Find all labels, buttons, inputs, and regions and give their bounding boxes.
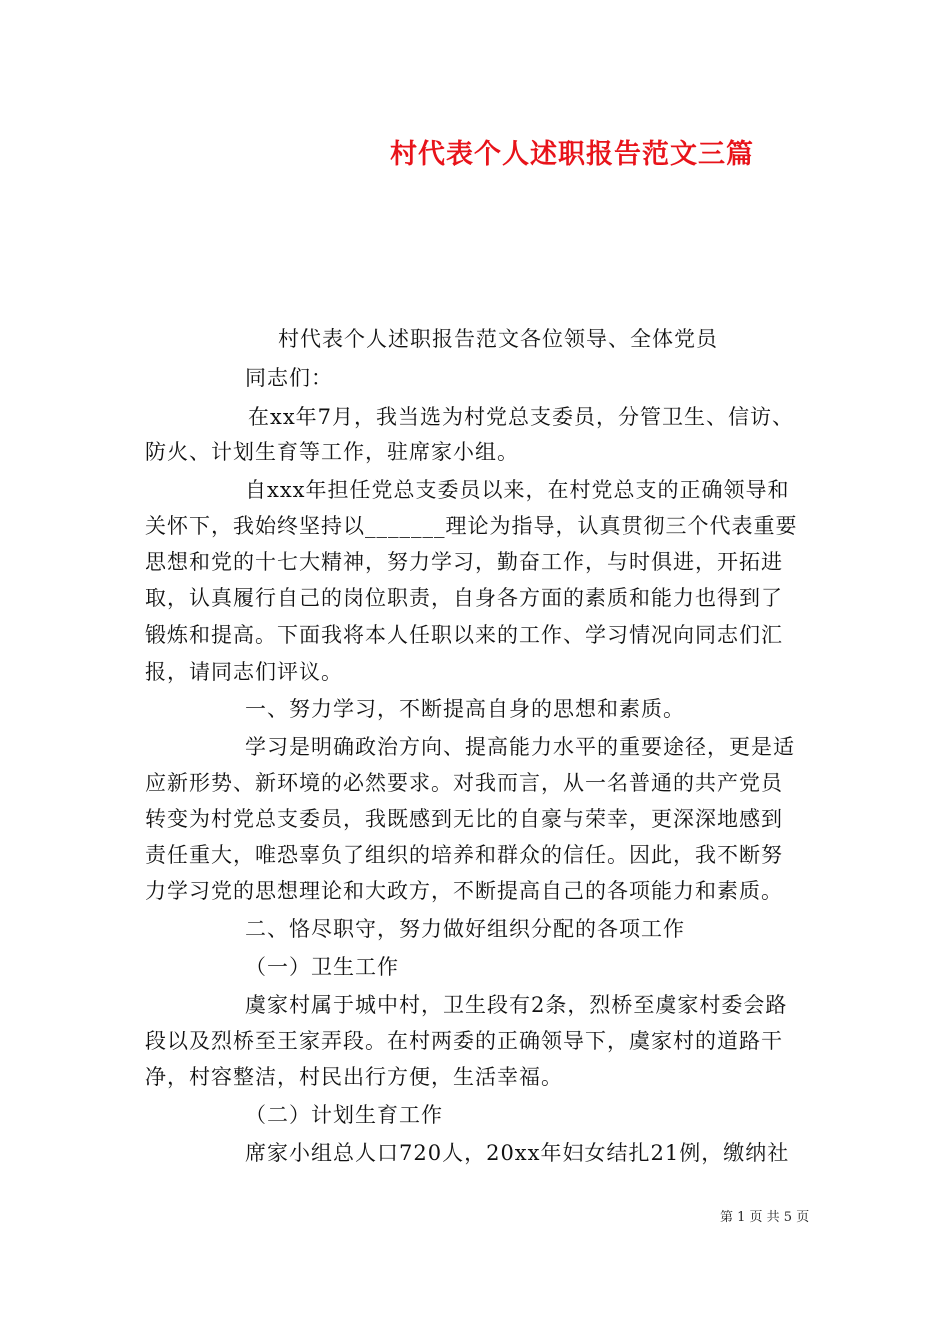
paragraph-line: 责任重大，唯恐辜负了组织的培养和群众的信任。因此，我不断努 <box>145 843 783 867</box>
paragraph-line: 防火、计划生育等工作，驻席家小组。 <box>145 440 519 464</box>
paragraph-line: 席家小组总人口720人，20xx年妇女结扎21例，缴纳社 <box>245 1141 790 1165</box>
paragraph-line: 力学习党的思想理论和大政方，不断提高自己的各项能力和素质。 <box>145 879 783 903</box>
paragraph-line: 取，认真履行自己的岗位职责，自身各方面的素质和能力也得到了 <box>145 586 783 610</box>
paragraph-line: 净，村容整洁，村民出行方便，生活幸福。 <box>145 1065 563 1089</box>
section-heading: 二、恪尽职守，努力做好组织分配的各项工作 <box>245 917 685 941</box>
paragraph-line: 虞家村属于城中村，卫生段有2条，烈桥至虞家村委会路 <box>245 993 788 1017</box>
paragraph-line: 报，请同志们评议。 <box>145 660 343 684</box>
paragraph-line: 在xx年7月，我当选为村党总支委员，分管卫生、信访、 <box>248 405 795 429</box>
paragraph-line: 学习是明确政治方向、提高能力水平的重要途径，更是适 <box>245 735 795 759</box>
paragraph-line: 锻炼和提高。下面我将本人任职以来的工作、学习情况向同志们汇 <box>145 623 783 647</box>
paragraph-line: 自xxx年担任党总支委员以来，在村党总支的正确领导和 <box>245 478 790 502</box>
paragraph-line: 段以及烈桥至王家弄段。在村两委的正确领导下，虞家村的道路干 <box>145 1029 783 1053</box>
paragraph-line: 应新形势、新环境的必然要求。对我而言，从一名普通的共产党员 <box>145 771 783 795</box>
subsection-heading: （二）计划生育工作 <box>245 1103 443 1127</box>
paragraph-line: 关怀下，我始终坚持以_______理论为指导，认真贯彻三个代表重要 <box>145 514 798 538</box>
paragraph-line: 转变为村党总支委员，我既感到无比的自豪与荣幸，更深深地感到 <box>145 807 783 831</box>
section-heading: 一、努力学习，不断提高自身的思想和素质。 <box>245 697 685 721</box>
subsection-heading: （一）卫生工作 <box>245 955 399 979</box>
paragraph-line: 同志们： <box>245 366 333 390</box>
paragraph-line: 村代表个人述职报告范文各位领导、全体党员 <box>278 327 718 351</box>
document-title: 村代表个人述职报告范文三篇 <box>390 139 754 170</box>
paragraph-line: 思想和党的十七大精神，努力学习，勤奋工作，与时俱进，开拓进 <box>145 550 783 574</box>
page-number: 第 1 页 共 5 页 <box>720 1210 810 1225</box>
